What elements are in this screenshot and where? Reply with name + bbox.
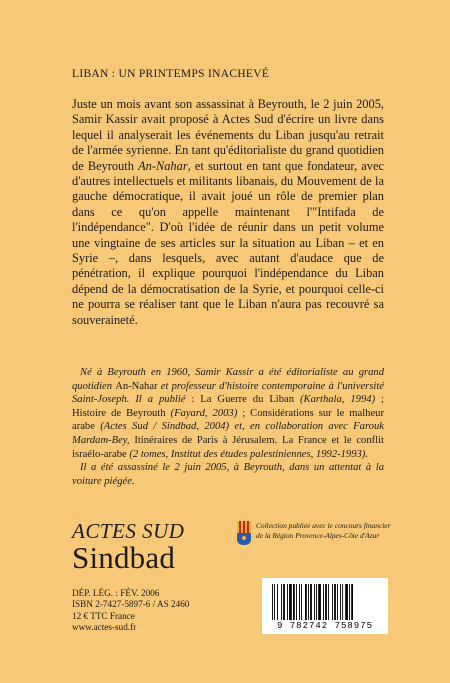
bio-book-1: : La Guerre du Liban [185, 394, 300, 406]
back-cover-title: LIBAN : UN PRINTEMPS INACHEVÉ [72, 68, 270, 80]
barcode-bar [305, 584, 307, 620]
barcode-bar [281, 584, 282, 620]
bio-book-3: ; Considérations sur le malheur arabe [72, 407, 384, 433]
bio-book-3-pub: (Actes Sud / Sindbad, 2004) et, en collaboration avec Farouk Mardam-Bey, [72, 421, 384, 446]
isbn: ISBN 2-7427-5897-6 / AS 2460 [72, 599, 190, 610]
barcode-bar [272, 584, 273, 620]
barcode-bar [310, 584, 312, 620]
barcode [262, 578, 388, 634]
website: www.actes-sud.fr [72, 622, 137, 633]
barcode-bar [299, 584, 300, 620]
barcode-bar [289, 584, 292, 620]
publisher-name: ACTES SUD [72, 519, 185, 543]
summary-text [72, 97, 384, 328]
barcode-bar [349, 584, 350, 620]
barcode-bar [283, 584, 285, 620]
author-biography [72, 366, 384, 488]
bio-book-4-pub: (2 tomes, Institut des études palestiniennes, 1992-1993). [129, 448, 368, 460]
barcode-bar [314, 584, 315, 620]
bio-book-2-pub: (Fayard, 2003) [170, 407, 238, 419]
barcode-bar [337, 584, 338, 620]
bio-career: et professeur d'histoire contemporaine à l'université Saint-Joseph. Il a publié [72, 380, 384, 406]
ean13-barcode-icon [270, 584, 380, 620]
barcode-bar [296, 584, 297, 620]
barcode-bar [301, 584, 302, 620]
barcode-bar [323, 584, 324, 620]
collection-note-line-2: de la Région Provence-Alpes-Côte d'Azur [256, 530, 380, 540]
barcode-bar [293, 584, 295, 620]
barcode-bar [274, 584, 275, 620]
legal-info [72, 588, 189, 634]
barcode-bar [287, 584, 288, 620]
barcode-bar [277, 584, 278, 620]
bio-book-2: ; Histoire de Beyrouth [72, 394, 385, 419]
barcode-bar [351, 584, 353, 620]
barcode-bar [332, 584, 333, 620]
bio-intro: Né à Beyrouth en 1960, Samir Kassir a été éditorialiste au grand quotidien [72, 367, 384, 392]
collection-note-line-1: Collection publiée avec le concours financier [256, 521, 391, 530]
publisher-logo [72, 520, 184, 574]
barcode-bar [342, 584, 343, 620]
price: 12 € TTC France [72, 610, 135, 621]
barcode-bar [340, 584, 341, 620]
barcode-bar [325, 584, 327, 620]
barcode-bar [345, 584, 348, 620]
collection-name: Sindbad [72, 540, 176, 575]
legal-deposit: DÉP. LÉG. : FÉV. 2006 [72, 588, 160, 598]
summary-part-2: , et surtout en tant que fondateur, avec d'autres intellectuels et militants libanais, du Mouvement de la gauche démocratique, il avait joué un rôle de premier plan dans ce qu'on appelle maintenant l'"Intifada de l'indépendance". D'où l'idée de réunir dans un petit volume une vingtaine de ses articles sur la situation au Liban – et en Syrie –, dans lesquels, avec autant d'audace que de pénétration, il explique pourquoi l'indépendance du Liban dépend de la démocratisation de la Syrie, et pourquoi celle-ci ne pourra se réaliser tant que le Liban n'aura pas recouvré sa souveraineté. [72, 158, 384, 327]
newspaper-name: An-Nahar [138, 158, 188, 173]
bio-newspaper: An-Nahar [115, 380, 158, 392]
barcode-bar [318, 584, 321, 620]
barcode-bar [328, 584, 329, 620]
barcode-digits: 9 782742 758975 [276, 621, 373, 631]
barcode-bar [308, 584, 309, 620]
bio-death: Il a été assassiné le 2 juin 2005, à Beyrouth, dans un attentat à la voiture piégée. [72, 462, 384, 487]
bio-book-1-pub: (Karthala, 1994) [300, 394, 376, 406]
provence-coat-of-arms-icon [237, 521, 251, 545]
barcode-bar [316, 584, 317, 620]
collection-note [237, 521, 407, 545]
bio-book-4: Itinéraires de Paris à Jérusalem. La France et le conflit israélo-arabe [72, 434, 384, 460]
summary-part-1: Juste un mois avant son assassinat à Beyrouth, le 2 juin 2005, Samir Kassir avait proposé à Actes Sud d'écrire un livre dans lequel il analyserait les événements du Liban jusqu'au retrait de l'armée syrienne. En tant qu'éditorialiste du grand quotidien de Beyrouth [72, 97, 384, 173]
barcode-bar [334, 584, 336, 620]
